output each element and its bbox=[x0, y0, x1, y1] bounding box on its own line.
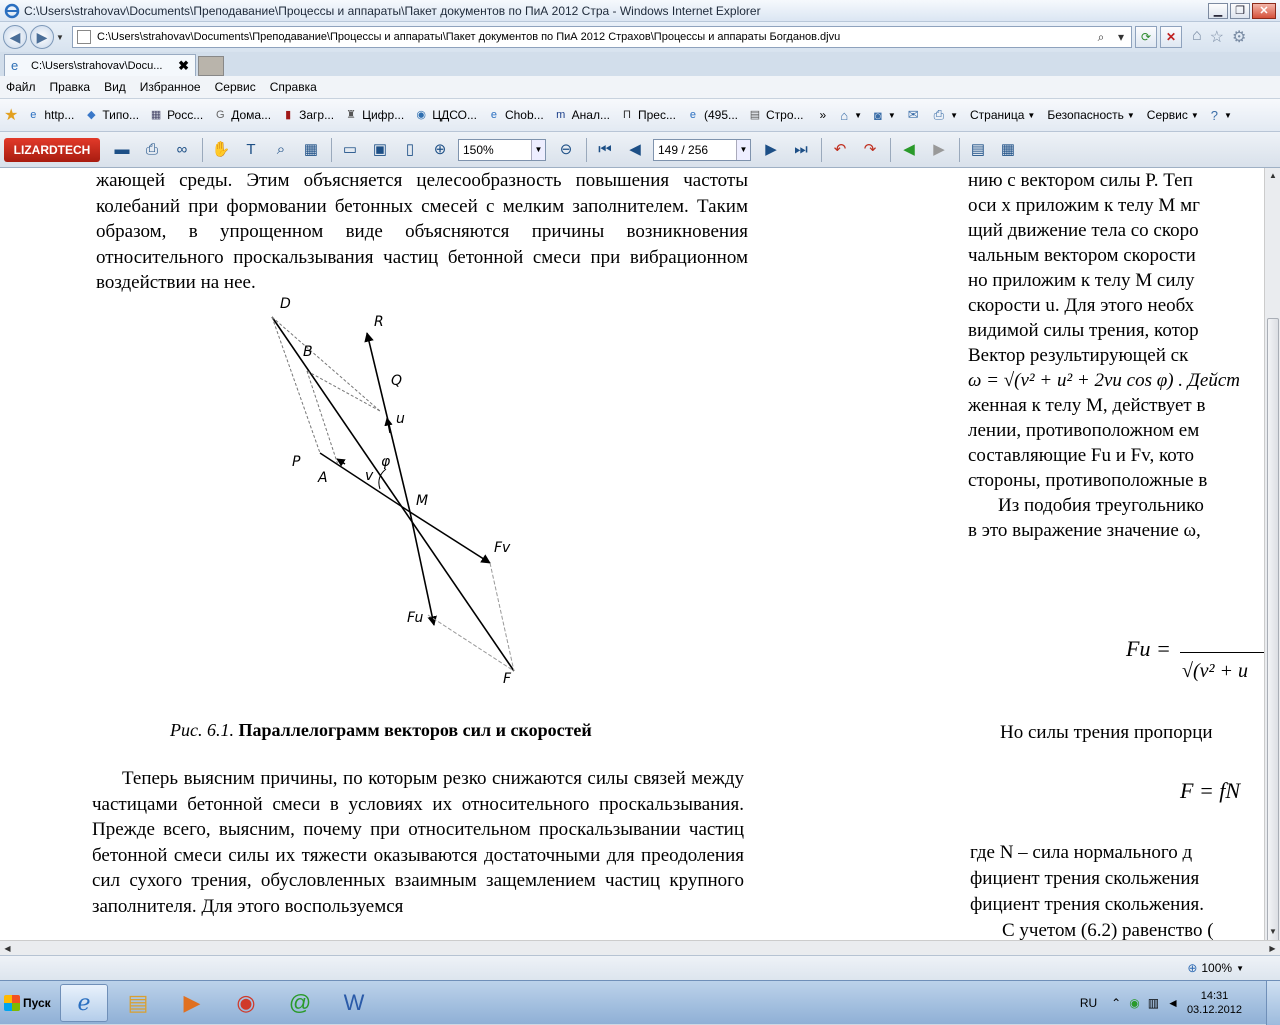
formula-fu-denominator: √(v² + u bbox=[1182, 660, 1249, 682]
right-line: женная к телу M, действует в bbox=[968, 395, 1206, 416]
figure-caption bbox=[170, 720, 690, 741]
djvu-toolbar bbox=[0, 132, 1280, 168]
figure-label-P: P bbox=[292, 454, 301, 470]
next-page-icon[interactable]: ▶ bbox=[765, 140, 777, 158]
security-menu[interactable]: Безопасность ▼ bbox=[1047, 108, 1135, 122]
right-line: составляющие Fu и Fv, кото bbox=[968, 445, 1195, 466]
page-icon bbox=[77, 30, 91, 44]
tray-status-icon[interactable]: ◉ bbox=[1129, 996, 1140, 1010]
clock[interactable] bbox=[1187, 989, 1242, 1017]
last-page-icon[interactable]: ⏭ bbox=[794, 140, 808, 158]
chevron-down-icon: ▼ bbox=[531, 140, 545, 160]
taskbar-ie-icon[interactable]: ℯ bbox=[60, 984, 108, 1022]
mail-icon: ✉ bbox=[907, 107, 919, 122]
zoom-select[interactable]: 150% ▼ bbox=[458, 139, 546, 161]
figure-label-u: u bbox=[396, 411, 405, 427]
menu-view[interactable]: Вид bbox=[104, 80, 126, 94]
status-zoom[interactable] bbox=[1187, 961, 1244, 975]
figure-label-phi: φ bbox=[381, 454, 391, 470]
show-desktop-button[interactable] bbox=[1266, 981, 1280, 1025]
region-select-icon[interactable]: ▦ bbox=[303, 140, 319, 158]
document-view[interactable] bbox=[0, 168, 1264, 940]
favorite-label: Анал... bbox=[571, 108, 610, 122]
menu-edit[interactable]: Правка bbox=[49, 80, 91, 94]
right-line: в это выражение значение ω, bbox=[968, 520, 1201, 541]
caption-text: Параллелограмм векторов сил и скоростей bbox=[238, 720, 592, 740]
favorites-star-icon[interactable]: ★ bbox=[4, 107, 19, 124]
favorite-icon: ▮ bbox=[285, 109, 292, 121]
favorites-bar bbox=[0, 99, 1280, 132]
tools-gear-icon[interactable]: ⚙ bbox=[1232, 29, 1247, 46]
favorite-label: (495... bbox=[703, 108, 738, 122]
favorite-icon: ♜ bbox=[346, 109, 357, 121]
right-line: нию с вектором силы P. Теп bbox=[968, 170, 1193, 191]
start-button[interactable] bbox=[0, 984, 54, 1022]
menu-tools[interactable]: Сервис bbox=[214, 80, 256, 94]
language-indicator[interactable]: RU bbox=[1079, 996, 1098, 1010]
system-tray bbox=[1080, 981, 1280, 1025]
right-line: стороны, противоположные в bbox=[968, 470, 1208, 491]
address-dropdown-icon[interactable]: ▾ bbox=[1117, 30, 1125, 44]
vertical-scroll-thumb[interactable] bbox=[1267, 318, 1279, 958]
menu-help[interactable]: Справка bbox=[269, 80, 317, 94]
right-line: скорости u. Для этого необх bbox=[968, 295, 1195, 316]
menu-favorites[interactable]: Избранное bbox=[139, 80, 201, 94]
tab-close-icon[interactable]: ✖ bbox=[178, 57, 189, 73]
right-line: оси x приложим к телу M мг bbox=[968, 195, 1200, 216]
taskbar-chrome-icon[interactable]: ◉ bbox=[236, 989, 256, 1015]
address-bar[interactable] bbox=[72, 26, 1132, 48]
right-line: Из подобия треугольнико bbox=[998, 495, 1204, 516]
help-icon: ? bbox=[1210, 107, 1219, 123]
favorite-item[interactable] bbox=[414, 108, 477, 122]
address-row bbox=[0, 22, 1280, 52]
favorite-item[interactable] bbox=[344, 108, 404, 122]
zoom-in-icon[interactable]: ⊕ bbox=[433, 140, 447, 158]
formula-fu-lhs: Fu = bbox=[1126, 636, 1171, 661]
start-label: Пуск bbox=[23, 995, 51, 1010]
single-page-view-icon[interactable]: ▤ bbox=[970, 140, 986, 158]
rotate-left-icon[interactable]: ↶ bbox=[833, 140, 847, 158]
favorite-icon: e bbox=[689, 109, 697, 121]
figure-label-Fv: Fv bbox=[494, 540, 511, 556]
tab-row bbox=[0, 52, 1280, 76]
tab-current[interactable] bbox=[4, 54, 196, 76]
right-bottom-line: где N – сила нормального д bbox=[970, 842, 1193, 863]
vertical-scrollbar[interactable] bbox=[1264, 168, 1280, 940]
favorite-label: Дома... bbox=[231, 108, 272, 122]
print-icon: ⎙ bbox=[933, 107, 945, 122]
menu-file[interactable]: Файл bbox=[6, 80, 36, 94]
maximize-button[interactable]: ❐ bbox=[1230, 3, 1250, 19]
history-back-icon[interactable]: ◀ bbox=[903, 140, 915, 158]
figure-label-Fu: Fu bbox=[407, 610, 424, 626]
favorite-item[interactable] bbox=[26, 108, 74, 122]
home-icon: ⌂ bbox=[840, 107, 849, 123]
favorite-icon: П bbox=[623, 109, 631, 121]
figure-label-R: R bbox=[374, 314, 384, 330]
home-icon[interactable]: ⌂ bbox=[1192, 27, 1202, 44]
right-line: лении, противоположном ем bbox=[968, 420, 1200, 441]
page-menu[interactable]: Страница ▼ bbox=[970, 108, 1036, 122]
favorite-label: Росс... bbox=[167, 108, 204, 122]
taskbar-word-icon[interactable]: W bbox=[343, 989, 365, 1015]
history-forward-icon[interactable]: ▶ bbox=[933, 140, 945, 158]
hand-tool-icon[interactable]: ✋ bbox=[211, 140, 231, 158]
new-tab-button[interactable] bbox=[198, 56, 224, 76]
mail-command[interactable] bbox=[908, 107, 922, 123]
figure-label-Q: Q bbox=[391, 373, 403, 389]
scroll-down-icon[interactable]: ▼ bbox=[1269, 927, 1277, 936]
favorite-icon: m bbox=[556, 109, 566, 121]
favorite-label: Типо... bbox=[102, 108, 140, 122]
taskbar-explorer-icon[interactable]: ▤ bbox=[127, 989, 149, 1015]
menu-bar bbox=[0, 76, 1280, 99]
favorite-item[interactable] bbox=[554, 108, 610, 122]
right-line-formula: ω = √(v² + u² + 2vu cos φ) . Дейст bbox=[968, 370, 1240, 391]
right-line: чальным вектором скорости bbox=[968, 245, 1196, 266]
right-bottom-text bbox=[970, 840, 1214, 940]
help-command[interactable]: ? ▼ bbox=[1210, 107, 1232, 123]
left-paragraph-bottom: Теперь выясним причины, по которым резко снижаются силы связей между частицами бетонной смеси в условиях их относительного проскальзывания. Прежде всего, выясним, почему при относительном проскальзывании частиц бетонной смеси силы их тяжести оказываются достаточными для преодоления сил сухого трения, обусловленных взаимным защемлением частиц крупного заполнителя. Для этого воспользуемся bbox=[92, 768, 744, 917]
page-select[interactable]: 149 / 256 ▼ bbox=[653, 139, 751, 161]
zoom-icon: ⊕ bbox=[1187, 961, 1198, 975]
figure-label-B: B bbox=[303, 344, 313, 360]
forward-button[interactable]: ▶ bbox=[30, 25, 54, 49]
actual-size-icon[interactable]: ▭ bbox=[342, 140, 358, 158]
favorite-icon: e bbox=[30, 109, 37, 121]
rss-icon: ◙ bbox=[873, 107, 882, 123]
right-bottom-line: фициент трения скольжения bbox=[970, 868, 1200, 889]
favorite-item[interactable] bbox=[213, 108, 271, 122]
volume-icon[interactable]: ◄ bbox=[1167, 996, 1179, 1010]
thumbnails-view-icon[interactable]: ▦ bbox=[1000, 140, 1016, 158]
save-icon[interactable]: ▬ bbox=[114, 140, 130, 158]
home-command[interactable]: ⌂ ▼ bbox=[840, 107, 862, 123]
feeds-command[interactable]: ◙ ▼ bbox=[873, 107, 896, 123]
right-line: Вектор результирующей ск bbox=[968, 345, 1189, 366]
favorite-item[interactable] bbox=[281, 108, 334, 122]
favorite-label: http... bbox=[44, 108, 75, 122]
right-line: щий движение тела со скоро bbox=[968, 220, 1199, 241]
status-zoom-value: 100% bbox=[1201, 961, 1233, 975]
favorite-item[interactable] bbox=[620, 108, 676, 122]
tab-label: C:\Users\strahovav\Docu... bbox=[31, 59, 163, 72]
favorite-label: Загр... bbox=[299, 108, 335, 122]
scroll-up-icon[interactable]: ▲ bbox=[1269, 171, 1277, 180]
left-paragraph-top: жающей среды. Этим объясняется целесообразность повышения частоты колебаний при формовании бетонных смесей с мелким заполнителем. Таким образом, в упрощенном виде объясняются причины возникновения относительного проскальзывания частиц бетонной смеси при вибрационном воздействии на нее. bbox=[96, 170, 748, 293]
favorite-item[interactable] bbox=[748, 108, 804, 122]
figure-label-F: F bbox=[503, 671, 512, 687]
taskbar bbox=[0, 980, 1280, 1024]
zoom-tool-icon[interactable]: ⌕ bbox=[276, 140, 286, 158]
figure-label-v: v bbox=[365, 468, 374, 484]
favorite-label: Цифр... bbox=[362, 108, 405, 122]
chevron-down-icon: ▼ bbox=[1236, 963, 1244, 973]
figure-label-M: M bbox=[416, 493, 429, 509]
favorites-overflow-icon[interactable]: » bbox=[819, 108, 827, 122]
ie-app-icon bbox=[4, 3, 20, 19]
title-bar bbox=[0, 0, 1280, 22]
text-select-icon[interactable]: T bbox=[246, 140, 256, 158]
favorite-icon: ◆ bbox=[87, 109, 96, 121]
print-icon[interactable]: ⎙ bbox=[145, 140, 158, 158]
formula-fraction-bar bbox=[1180, 652, 1264, 653]
find-binoculars-icon[interactable]: ∞ bbox=[176, 140, 188, 158]
windows-logo-icon bbox=[4, 995, 20, 1011]
first-page-icon[interactable]: ⏮ bbox=[598, 140, 612, 158]
tray-expand-icon[interactable]: ⌃ bbox=[1111, 996, 1122, 1010]
fit-width-icon[interactable]: ▯ bbox=[405, 140, 415, 158]
network-icon[interactable]: ▥ bbox=[1147, 996, 1160, 1010]
refresh-icon[interactable]: ⟳ bbox=[1135, 26, 1157, 48]
favorite-label: Chob... bbox=[504, 108, 544, 122]
favorite-label: ЦДСО... bbox=[432, 108, 477, 122]
minimize-button[interactable]: ▁ bbox=[1208, 3, 1228, 19]
favorites-star-icon[interactable]: ☆ bbox=[1209, 29, 1225, 46]
formula-friction: F = fN bbox=[1180, 778, 1241, 803]
right-column bbox=[968, 168, 1264, 543]
ie-tab-icon: e bbox=[11, 57, 19, 73]
favorite-item[interactable] bbox=[686, 108, 738, 122]
favorite-icon: ▤ bbox=[749, 109, 761, 121]
clock-time: 14:31 bbox=[1200, 990, 1229, 1002]
figure-label-A: A bbox=[318, 470, 328, 486]
scroll-right-icon[interactable]: ▶ bbox=[1269, 944, 1276, 953]
figure-label-D: D bbox=[280, 296, 291, 312]
vector-parallelogram-figure bbox=[250, 293, 540, 698]
favorite-icon: ◉ bbox=[416, 109, 427, 121]
zoom-out-icon[interactable]: ⊖ bbox=[559, 140, 573, 158]
scroll-left-icon[interactable]: ◀ bbox=[4, 944, 11, 953]
back-button[interactable]: ◀ bbox=[3, 25, 27, 49]
right-line: но приложим к телу M силу bbox=[968, 270, 1195, 291]
favorite-icon: G bbox=[215, 109, 225, 121]
status-bar bbox=[0, 955, 1280, 980]
favorite-label: Стро... bbox=[766, 108, 804, 122]
chevron-down-icon: ▼ bbox=[736, 140, 750, 160]
window-title: C:\Users\strahovav\Documents\Преподавание\Процессы и аппараты\Пакет документов по ПиА 2012 Стра - Windows Internet Explorer bbox=[24, 3, 761, 18]
service-menu[interactable]: Сервис ▼ bbox=[1146, 108, 1199, 122]
print-command[interactable]: ⎙ ▼ bbox=[933, 107, 958, 122]
address-url[interactable]: C:\Users\strahovav\Documents\Преподавание\Процессы и аппараты\Пакет документов по ПиА 2012 Страхов\Процессы и аппараты Богданов.djvu bbox=[97, 31, 841, 43]
history-dropdown-icon[interactable]: ▼ bbox=[56, 32, 64, 42]
favorite-icon: ▦ bbox=[150, 109, 162, 121]
search-icon[interactable]: ⌕ bbox=[1097, 29, 1105, 44]
favorite-item[interactable] bbox=[149, 108, 203, 122]
stop-icon[interactable]: ✕ bbox=[1160, 26, 1182, 48]
favorite-label: Прес... bbox=[637, 108, 676, 122]
right-line: видимой силы трения, котор bbox=[968, 320, 1199, 341]
rotate-right-icon[interactable]: ↷ bbox=[863, 140, 877, 158]
friction-text: Но силы трения пропорци bbox=[1000, 722, 1213, 743]
favorite-item[interactable] bbox=[487, 108, 544, 122]
previous-page-icon[interactable]: ◀ bbox=[629, 140, 641, 158]
caption-number: Рис. 6.1. bbox=[170, 720, 234, 740]
fit-page-icon[interactable]: ▣ bbox=[372, 140, 388, 158]
taskbar-media-icon[interactable]: ▶ bbox=[183, 989, 201, 1015]
favorite-icon: e bbox=[490, 109, 498, 121]
clock-date: 03.12.2012 bbox=[1186, 1004, 1242, 1016]
right-bottom-line: фициент трения скольжения. bbox=[970, 894, 1204, 915]
close-button[interactable]: ✕ bbox=[1252, 3, 1276, 19]
favorite-item[interactable] bbox=[84, 108, 139, 122]
taskbar-mail-icon[interactable]: @ bbox=[288, 989, 312, 1015]
lizardtech-logo: LIZARDTECH bbox=[4, 138, 100, 162]
right-bottom-line: С учетом (6.2) равенство ( bbox=[1002, 920, 1214, 940]
horizontal-scrollbar[interactable] bbox=[0, 940, 1280, 955]
